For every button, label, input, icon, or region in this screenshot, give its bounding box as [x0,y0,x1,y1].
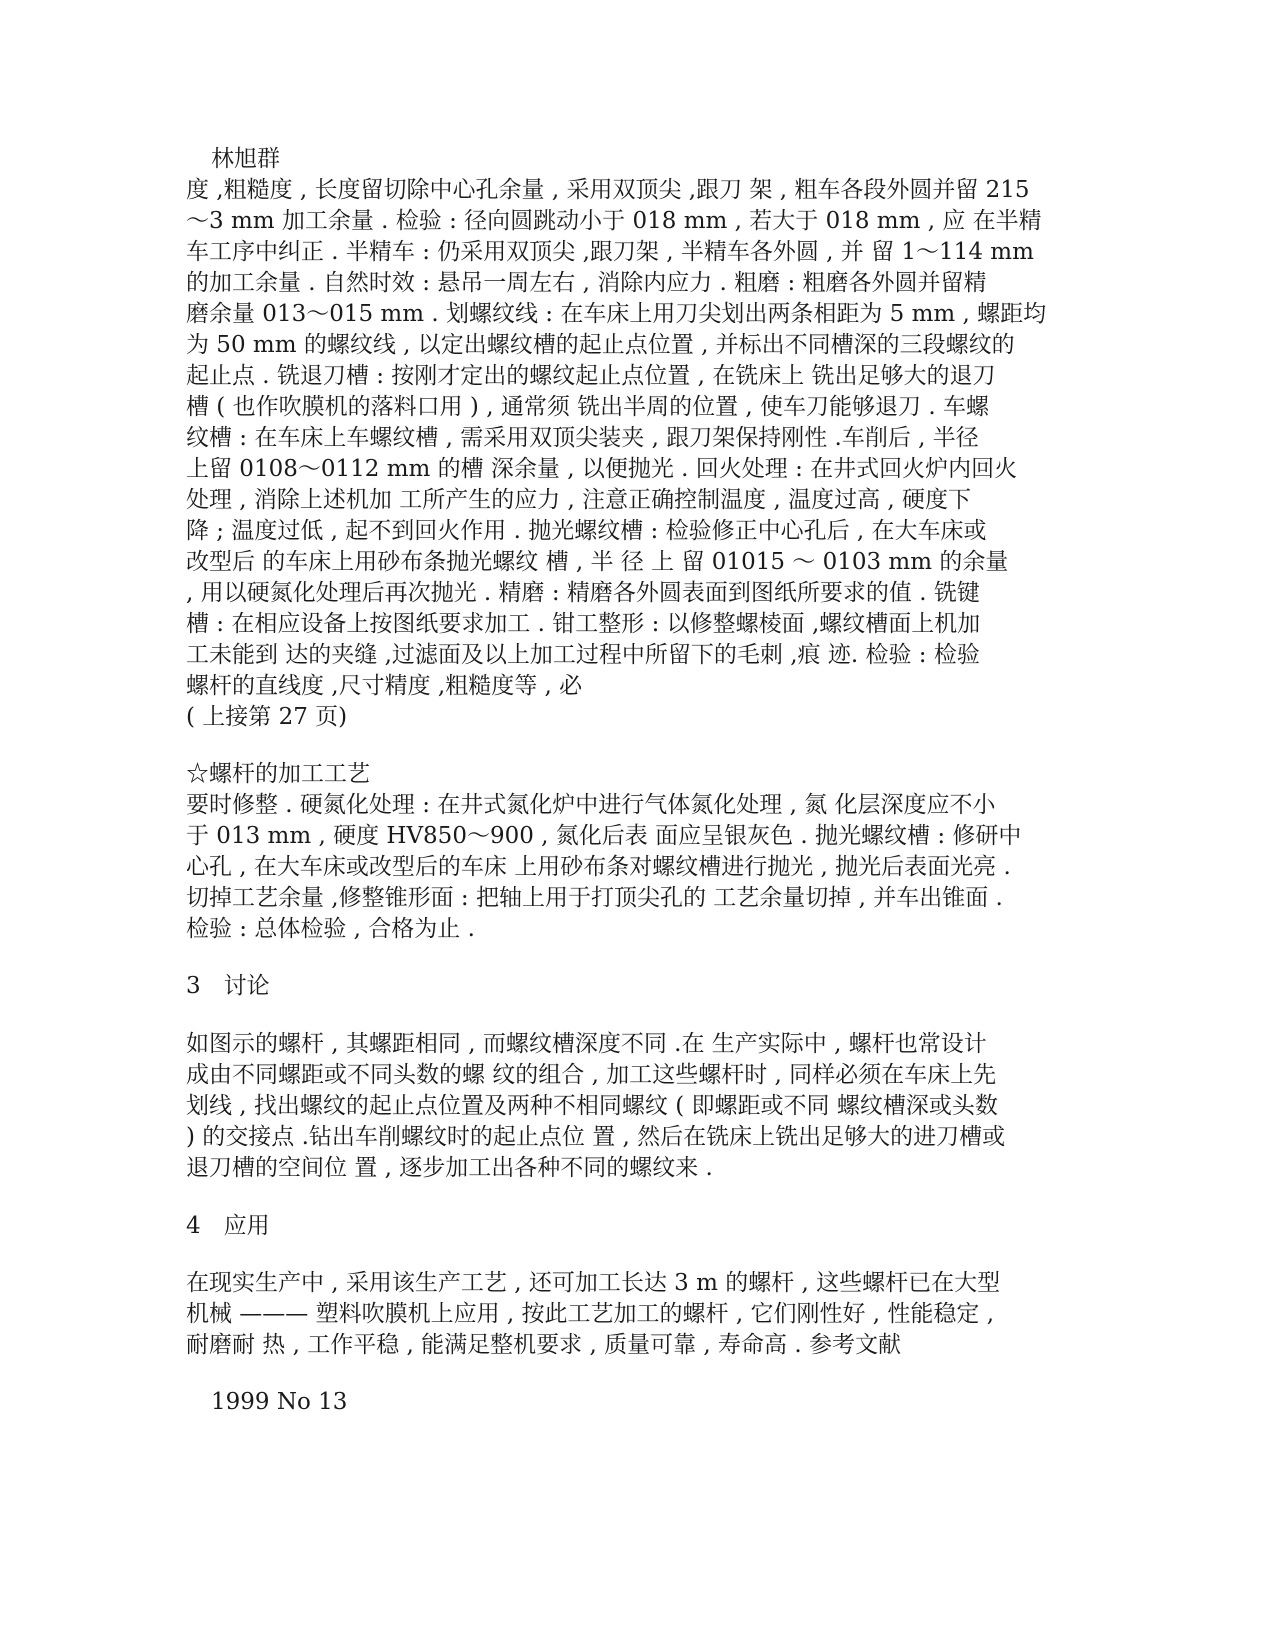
text-line: 降 ; 温度过低 , 起不到回火作用 . 抛光螺纹槽 : 检验修正中心孔后 , 在大车床或 [186,518,987,544]
text-line: 于 013 mm , 硬度 HV850～900 , 氮化后表 面应呈银灰色 . 抛光螺纹槽 : 修研中 [186,823,1022,849]
text-line: ～3 mm 加工余量 . 检验 : 径向圆跳动小于 018 mm , 若大于 018 mm , 应 在半精 [186,208,1042,234]
text-line: 退刀槽的空间位 置 , 逐步加工出各种不同的螺纹来 . [186,1155,713,1181]
text-line: 工未能到 达的夹缝 ,过滤面及以上加工过程中所留下的毛刺 ,痕 迹. 检验 : 检验 [186,642,980,668]
section-title: ☆螺杆的加工工艺 [186,761,370,787]
text-line: 要时修整 . 硬氮化处理 : 在井式氮化炉中进行气体氮化处理 , 氮 化层深度应不小 [186,792,996,818]
text-line: 车工序中纠正 . 半精车 : 仍采用双顶尖 ,跟刀架 , 半精车各外圆 , 并 留 1～114 mm [186,239,1034,265]
text-line: 改型后 的车床上用砂布条抛光螺纹 槽 , 半 径 上 留 01015 ～ 0103 mm 的余量 [186,549,1009,575]
text-line: 机械 ——— 塑料吹膜机上应用 , 按此工艺加工的螺杆 , 它们刚性好 , 性能稳定 , [186,1301,995,1327]
text-line: 槽 : 在相应设备上按图纸要求加工 . 钳工整形 : 以修整螺棱面 ,螺纹槽面上机加 [186,611,981,637]
text-line: 切掉工艺余量 ,修整锥形面 : 把轴上用于打顶尖孔的 工艺余量切掉 , 并车出锥面 . [186,885,1003,911]
text-line: 度 ,粗糙度 , 长度留切除中心孔余量 , 采用双顶尖 ,跟刀 架 , 粗车各段外圆并留 215 [186,177,1030,203]
text-line: 检验 : 总体检验 , 合格为止 . [186,916,475,942]
text-line: , 用以硬氮化处理后再次抛光 . 精磨 : 精磨各外圆表面到图纸所要求的值 . 铣键 [186,580,980,606]
text-line: 心孔 , 在大车床或改型后的车床 上用砂布条对螺纹槽进行抛光 , 抛光后表面光亮 . [186,854,1011,880]
text-line: 起止点 . 铣退刀槽 : 按刚才定出的螺纹起止点位置 , 在铣床上 铣出足够大的退刀 [186,363,996,389]
section-heading-4: 4 应用 [186,1213,270,1239]
continued-note: ( 上接第 27 页) [186,704,348,730]
text-line: 螺杆的直线度 ,尺寸精度 ,粗糙度等 , 必 [186,673,583,699]
text-line: 划线 , 找出螺纹的起止点位置及两种不相同螺纹 ( 即螺距或不同 螺纹槽深或头数 [186,1093,998,1119]
text-line: 上留 0108～0112 mm 的槽 深余量 , 以便抛光 . 回火处理 : 在井式回火炉内回火 [186,456,1018,482]
text-line: 处理 , 消除上述机加 工所产生的应力 , 注意正确控制温度 , 温度过高 , 硬度下 [186,487,972,513]
text-line: 成由不同螺距或不同头数的螺 纹的组合 , 加工这些螺杆时 , 同样必须在车床上先 [186,1062,997,1088]
text-line: 为 50 mm 的螺纹线 , 以定出螺纹槽的起止点位置 , 并标出不同槽深的三段螺纹的 [186,332,1015,358]
text-line: 如图示的螺杆 , 其螺距相同 , 而螺纹槽深度不同 .在 生产实际中 , 螺杆也常设计 [186,1031,987,1057]
text-line: 耐磨耐 热 , 工作平稳 , 能满足整机要求 , 质量可靠 , 寿命高 . 参考文献 [186,1332,901,1358]
text-line: 槽 ( 也作吹膜机的落料口用 ) , 通常须 铣出半周的位置 , 使车刀能够退刀 . 车螺 [186,394,989,420]
text-line: ) 的交接点 .钻出车削螺纹时的起止点位 置 , 然后在铣床上铣出足够大的进刀槽或 [186,1124,1006,1150]
page-footer: 1999 No 13 [211,1389,348,1415]
text-line: 的加工余量 . 自然时效 : 悬吊一周左右 , 消除内应力 . 粗磨 : 粗磨各外圆并留精 [186,270,987,296]
text-line: 在现实生产中 , 采用该生产工艺 , 还可加工长达 3 m 的螺杆 , 这些螺杆已在大型 [186,1270,1001,1296]
section-heading-3: 3 讨论 [186,973,270,999]
author-name: 林旭群 [211,146,280,172]
text-line: 纹槽 : 在车床上车螺纹槽 , 需采用双顶尖装夹 , 跟刀架保持刚性 .车削后 , 半径 [186,425,979,451]
text-line: 磨余量 013～015 mm . 划螺纹线 : 在车床上用刀尖划出两条相距为 5 mm , 螺距均 [186,301,1047,327]
